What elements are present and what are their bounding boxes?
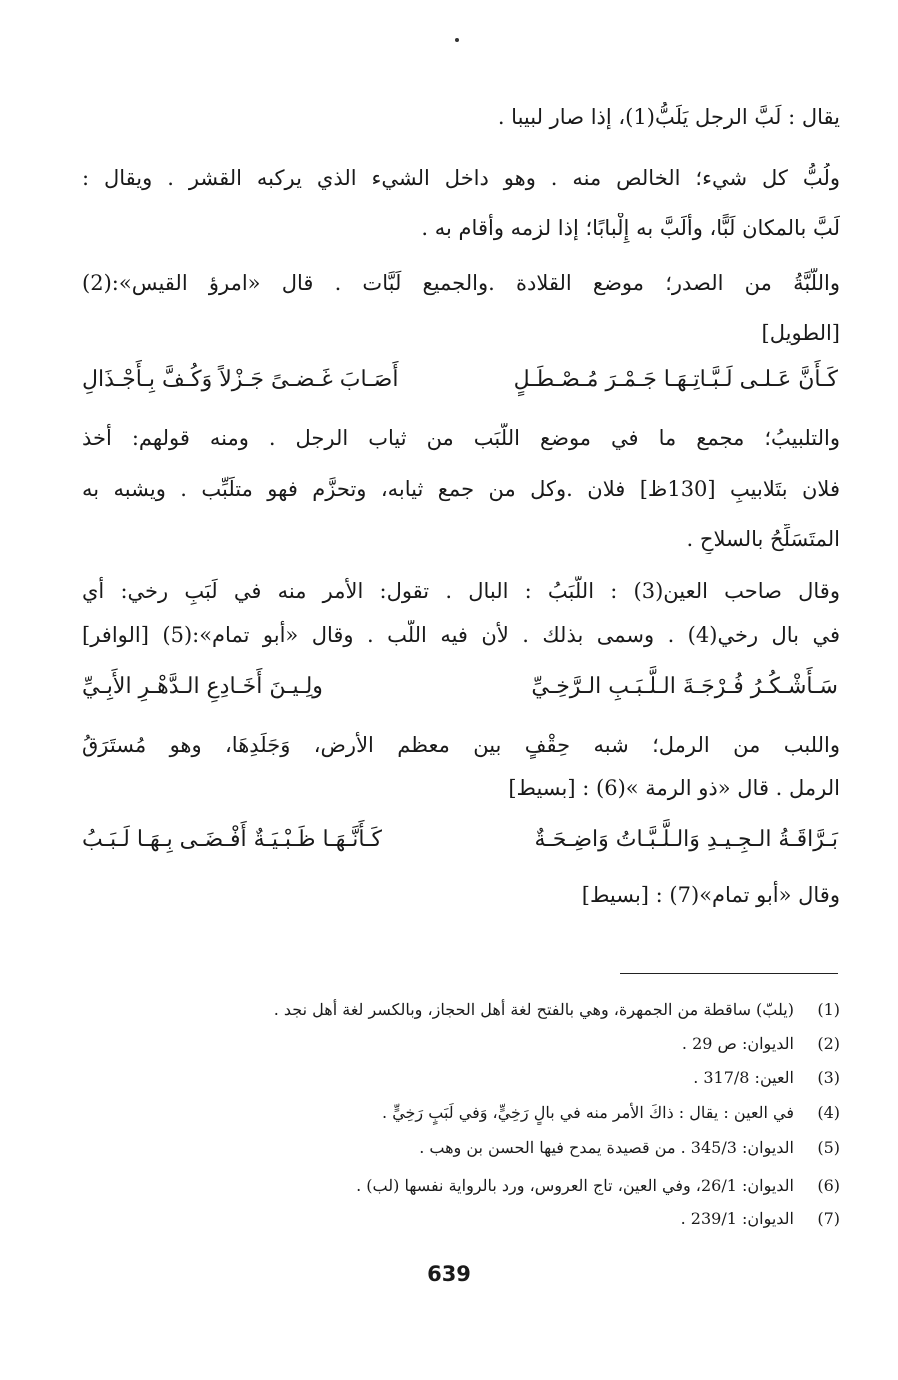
text-line-10: واللبب من الرمل؛ شبه حِقْفٍ بين معظم الأرض، وَجَلَدِهَا، وهو مُستَرَقُ: [82, 733, 840, 757]
text-line-6: فلان بتَلابيبِ [130ظ] فلان .وكل من جمع ثيابه، وتحزَّم فهو متلَبِّب . ويشبه به: [82, 477, 840, 501]
footnote-4: [120, 1101, 840, 1125]
page-number: 639: [427, 1262, 471, 1286]
text-line-2: ولُبُّ كل شيء؛ الخالص منه . وهو داخل الشيء الذي يركبه القشر . ويقال :: [82, 166, 840, 190]
footnote-separator: [620, 973, 838, 974]
text-line-12: وقال «أبو تمام»(7) : [بسيط]: [581, 883, 840, 907]
text-line-7: المتَسَلِّحُ بالسلاحِ .: [686, 527, 840, 551]
footnote-3: [120, 1066, 840, 1090]
footnote-number: (6): [817, 1176, 840, 1195]
footnote-2: [120, 1032, 840, 1056]
text-line-8: وقال صاحب العين(3) : اللَّبَبُ : البال . تقول: الأمر منه في لَبَبِ رخي: أي: [82, 579, 840, 603]
text-line-3: لَبَّ بالمكان لَبًّا، وألَبَّ به إِلْبابًا؛ إذا لزمه وأقام به .: [421, 216, 840, 240]
meter-label: [الطويل]: [761, 321, 840, 345]
verse-2: [82, 670, 838, 704]
footnote-text: في العين : يقال : ذاكَ الأمر منه في بالٍ رَخِيٍّ، وَفي لَبَبٍ رَخِيٍّ .: [382, 1103, 794, 1122]
footnote-number: (4): [817, 1103, 840, 1122]
footnote-number: (5): [817, 1138, 840, 1157]
text-line-11: الرمل . قال «ذو الرمة »(6) : [بسيط]: [508, 776, 840, 800]
verse-2-first-hemistich: سَـأَشْـكُـرُ فُـرْجَـةَ الـلَّـبَـبِ الـرَّخِـيِّ: [531, 674, 838, 699]
verse-3-second-hemistich: كَـأَنَّـهَـا ظَـبْـيَـةٌ أَفْـضَـى بِـهَـا لَـبَـبُ: [82, 827, 382, 852]
verse-3-first-hemistich: بَـرَّاقَـةُ الـجِـيـدِ وَالـلَّـبَّـاتُ وَاضِـحَـةٌ: [534, 827, 838, 852]
footnote-1: [120, 998, 840, 1022]
footnote-text: الديوان: ص 29 .: [681, 1034, 794, 1053]
footnote-text: العين: 317/8 .: [693, 1068, 794, 1087]
text-line-1: يقال : لَبَّ الرجل يَلَبُّ(1)، إذا صار لبيبا .: [497, 105, 840, 129]
footnote-6: [120, 1174, 840, 1198]
speck-mark: [455, 38, 459, 42]
footnote-text: الديوان: 345/3 . من قصيدة يمدح فيها الحسن بن وهب .: [419, 1138, 794, 1157]
text-line-5: والتلبيبُ؛ مجمع ما في موضع اللَّبَب من ثياب الرجل . ومنه قولهم: أخذ: [82, 426, 840, 450]
footnote-5: [120, 1136, 840, 1160]
footnote-number: (1): [817, 1000, 840, 1019]
verse-1-first-hemistich: كَـأَنَّ عَـلـى لَـبَّـاتِـهَـا جَـمْـرَ مُـصْـطَـلٍ: [513, 367, 838, 392]
verse-2-second-hemistich: ولِـيـنَ أَخَـادِعِ الـدَّهْـرِ الأَبِـيِّ: [82, 674, 323, 699]
text-line-9: في بال رخي(4) . وسمى بذلك . لأن فيه اللُّب . وقال «أبو تمام»:(5) [الوافر]: [82, 623, 840, 647]
footnote-text: الديوان: 26/1، وفي العين، تاج العروس، ورد بالرواية نفسها (لب) .: [356, 1176, 794, 1195]
footnote-7: [120, 1207, 840, 1231]
verse-1: [82, 363, 838, 397]
footnote-text: (يلبّ) ساقطة من الجمهرة، وهي بالفتح لغة أهل الحجاز، وبالكسر لغة أهل نجد .: [273, 1000, 794, 1019]
text-line-4: واللَّبَّةُ من الصدر؛ موضع القلادة .والجميع لَبَّات . قال «امرؤ القيس»:(2): [82, 271, 840, 295]
footnote-number: (2): [817, 1034, 840, 1053]
verse-1-second-hemistich: أَصَـابَ غَـضـىً جَـزْلاً وَكُـفَّ بِـأَجْـذَالِ: [82, 367, 399, 392]
footnote-text: الديوان: 239/1 .: [680, 1209, 794, 1228]
footnote-number: (7): [817, 1209, 840, 1228]
footnote-number: (3): [817, 1068, 840, 1087]
verse-3: [82, 823, 838, 857]
